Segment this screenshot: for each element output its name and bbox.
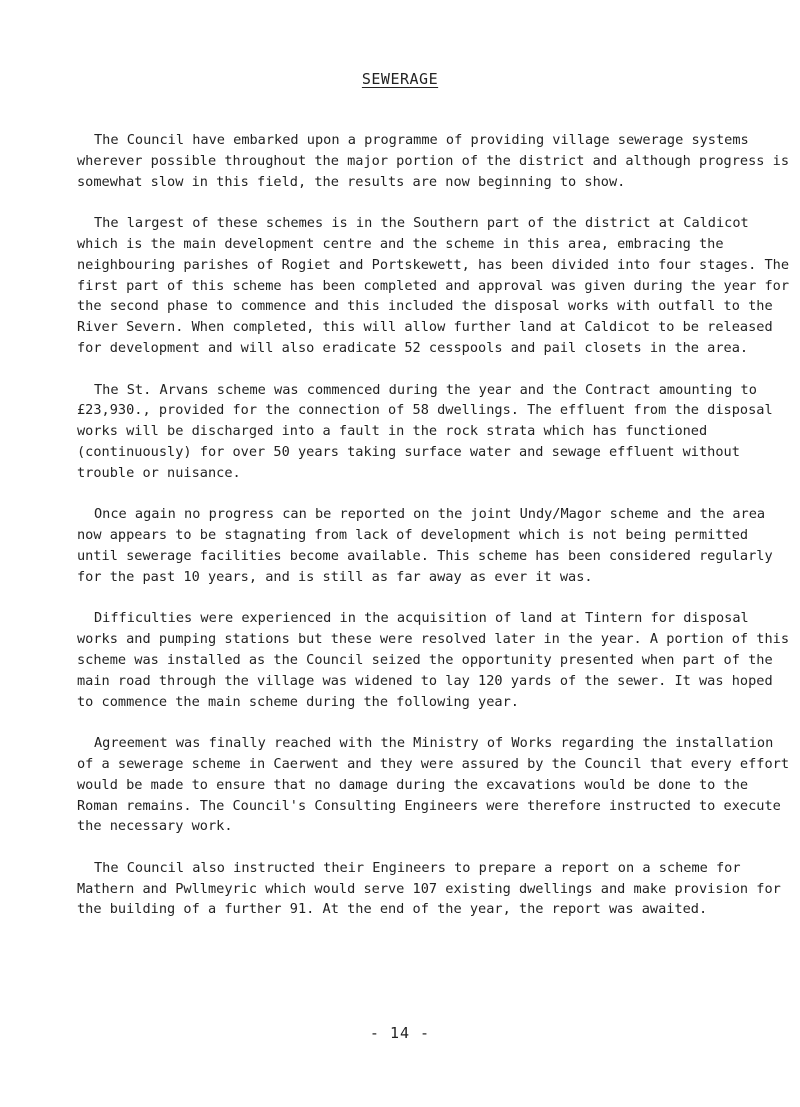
paragraph-st-arvans-scheme (77, 380, 793, 484)
paragraph-text: The Council have embarked upon a programme of providing village sewerage systems wherever possible throughout the major portion of the district and although progress is somewhat slow in this field, the results are now beginning to show. (77, 132, 790, 190)
paragraph-text: The largest of these schemes is in the Southern part of the district at Caldicot which is the main development centre and the scheme in this area, embracing the neighbouring parishes of Rogiet and Portskewett, has been divided into four stages. The first part of this scheme has been completed and approval was given during the year for the second phase to commence and this included the disposal works with outfall to the River Severn. When completed, this will allow further land at Caldicot to be released for development and will also eradicate 52 cesspools and pail closets in the area. (77, 215, 790, 356)
paragraph-mathern-scheme (77, 858, 793, 920)
paragraph-text: Difficulties were experienced in the acquisition of land at Tintern for disposal works and pumping stations but these were resolved later in the year. A portion of this scheme was installed as the Council seized the opportunity presented when part of the main road through the village was widened to lay 120 yards of the sewer. It was hoped to commence the main scheme during the following year. (77, 610, 790, 710)
paragraph-text: Agreement was finally reached with the Ministry of Works regarding the installation of a sewerage scheme in Caerwent and they were assured by the Council that every effort would be made to ensure that no damage during the excavations would be done to the Roman remains. The Council's Consulting Engineers were therefore instructed to execute the necessary work. (77, 735, 790, 835)
paragraph-tintern-scheme (77, 608, 793, 712)
page-number: - 14 - (369, 1024, 431, 1042)
paragraph-caerwent-scheme (77, 733, 793, 837)
paragraph-undy-magor-scheme (77, 504, 793, 587)
page-title: SEWERAGE (361, 70, 439, 88)
paragraph-caldicot-scheme (77, 213, 793, 359)
paragraph-text: The St. Arvans scheme was commenced during the year and the Contract amounting to £23,930., provided for the connection of 58 dwellings. The effluent from the disposal works will be discharged into a fault in the rock strata which has functioned (continuously) for over 50 years taking surface water and sewage effluent without trouble or nuisance. (77, 381, 773, 481)
paragraph-text: The Council also instructed their Engineers to prepare a report on a scheme for Mathern and Pwllmeyric which would serve 107 existing dwellings and make provision for the building of a further 91. At the end of the year, the report was awaited. (77, 859, 781, 918)
paragraph-programme-intro (77, 130, 793, 192)
body-text (77, 130, 793, 941)
paragraph-text: Once again no progress can be reported on the joint Undy/Magor scheme and the area now appears to be stagnating from lack of development which is not being permitted until sewerage facilities become available. This scheme has been considered regularly for the past 10 years, and is still as far away as ever it was. (77, 506, 773, 585)
